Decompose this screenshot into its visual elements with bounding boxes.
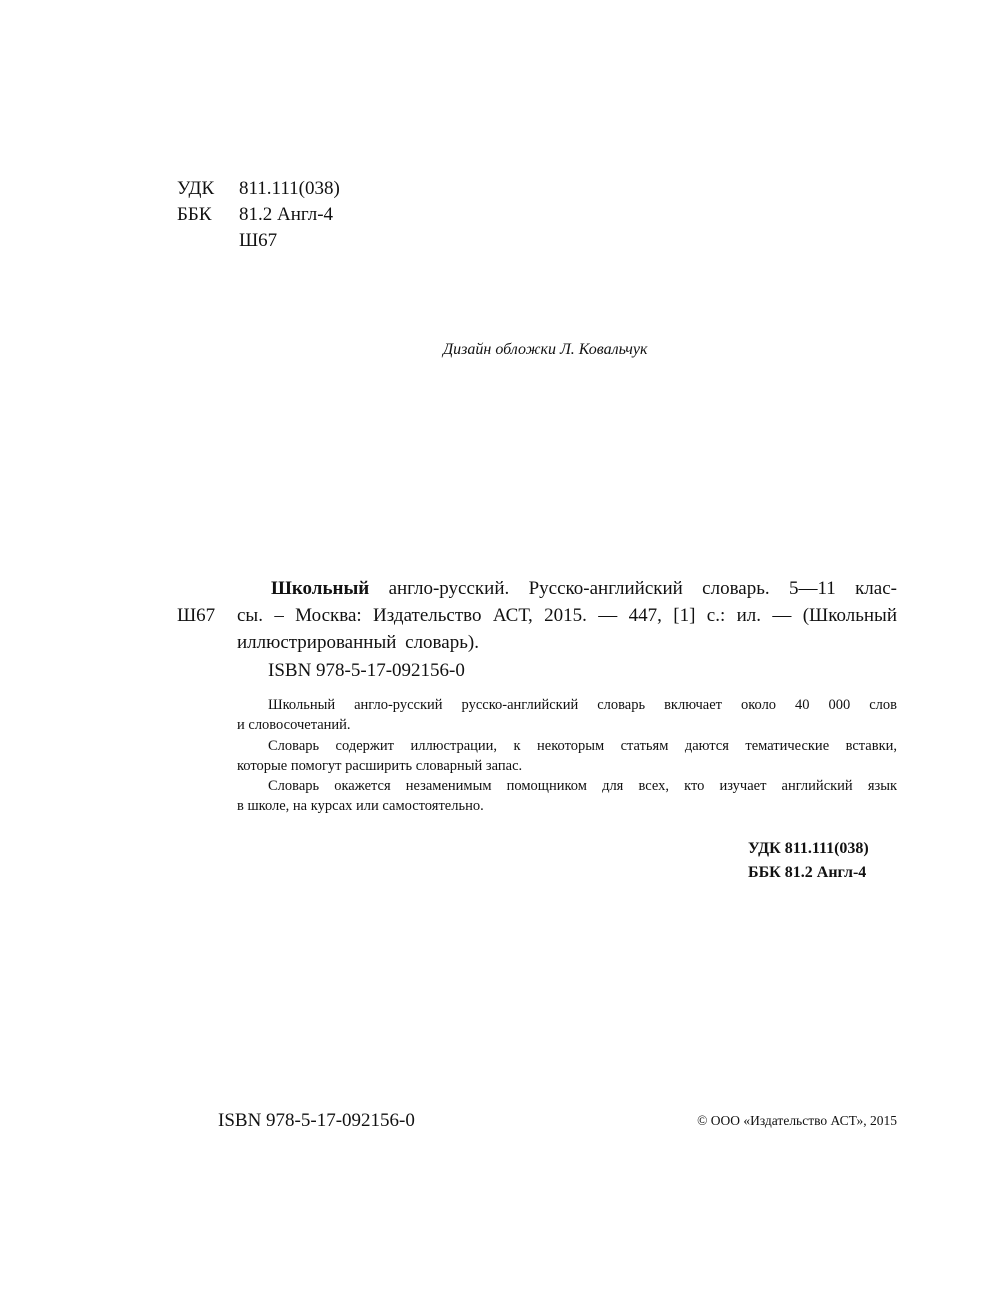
entry-mark: Ш67 <box>177 605 216 626</box>
entry-line-3: иллюстрированный словарь). <box>237 632 479 653</box>
entry-isbn: ISBN 978-5-17-092156-0 <box>268 660 465 681</box>
index-udk: УДК 811.111(038) <box>748 840 869 857</box>
abstract-line: которые помогут расширить словарный запас. <box>237 758 523 774</box>
classification-block <box>177 176 340 254</box>
bbk-label: ББК <box>177 204 212 225</box>
index-right <box>748 837 869 885</box>
footer-isbn: ISBN 978-5-17-092156-0 <box>218 1110 415 1131</box>
abstract-line: Школьный англо-русский русско-английский словарь включает около 40 000 слов <box>268 697 897 713</box>
abstract-line: Словарь содержит иллюстрации, к некоторым статьям даются тематические вставки, <box>268 738 897 754</box>
index-bbk: ББК 81.2 Англ-4 <box>748 864 867 881</box>
entry-line-2: сы. – Москва: Издательство АСТ, 2015. — 447, [1] с.: ил. — (Школьный <box>237 605 897 626</box>
entry-title-bold: Школьный <box>271 578 370 599</box>
abstract-line: Словарь окажется незаменимым помощником для всех, кто изучает английский язык <box>268 778 897 794</box>
abstract-line: в школе, на курсах или самостоятельно. <box>237 798 484 814</box>
author-mark: Ш67 <box>239 230 278 251</box>
udk-value: 811.111(038) <box>239 178 340 199</box>
cover-design-credit: Дизайн обложки Л. Ковальчук <box>443 341 648 358</box>
udk-label: УДК <box>177 178 215 199</box>
bbk-value: 81.2 Англ-4 <box>239 204 334 225</box>
abstract-line: и словосочетаний. <box>237 717 351 733</box>
footer-copyright: © ООО «Издательство АСТ», 2015 <box>697 1113 897 1128</box>
entry-line-1: Школьный англо-русский. Русско-английский словарь. 5—11 клас- <box>271 578 897 599</box>
